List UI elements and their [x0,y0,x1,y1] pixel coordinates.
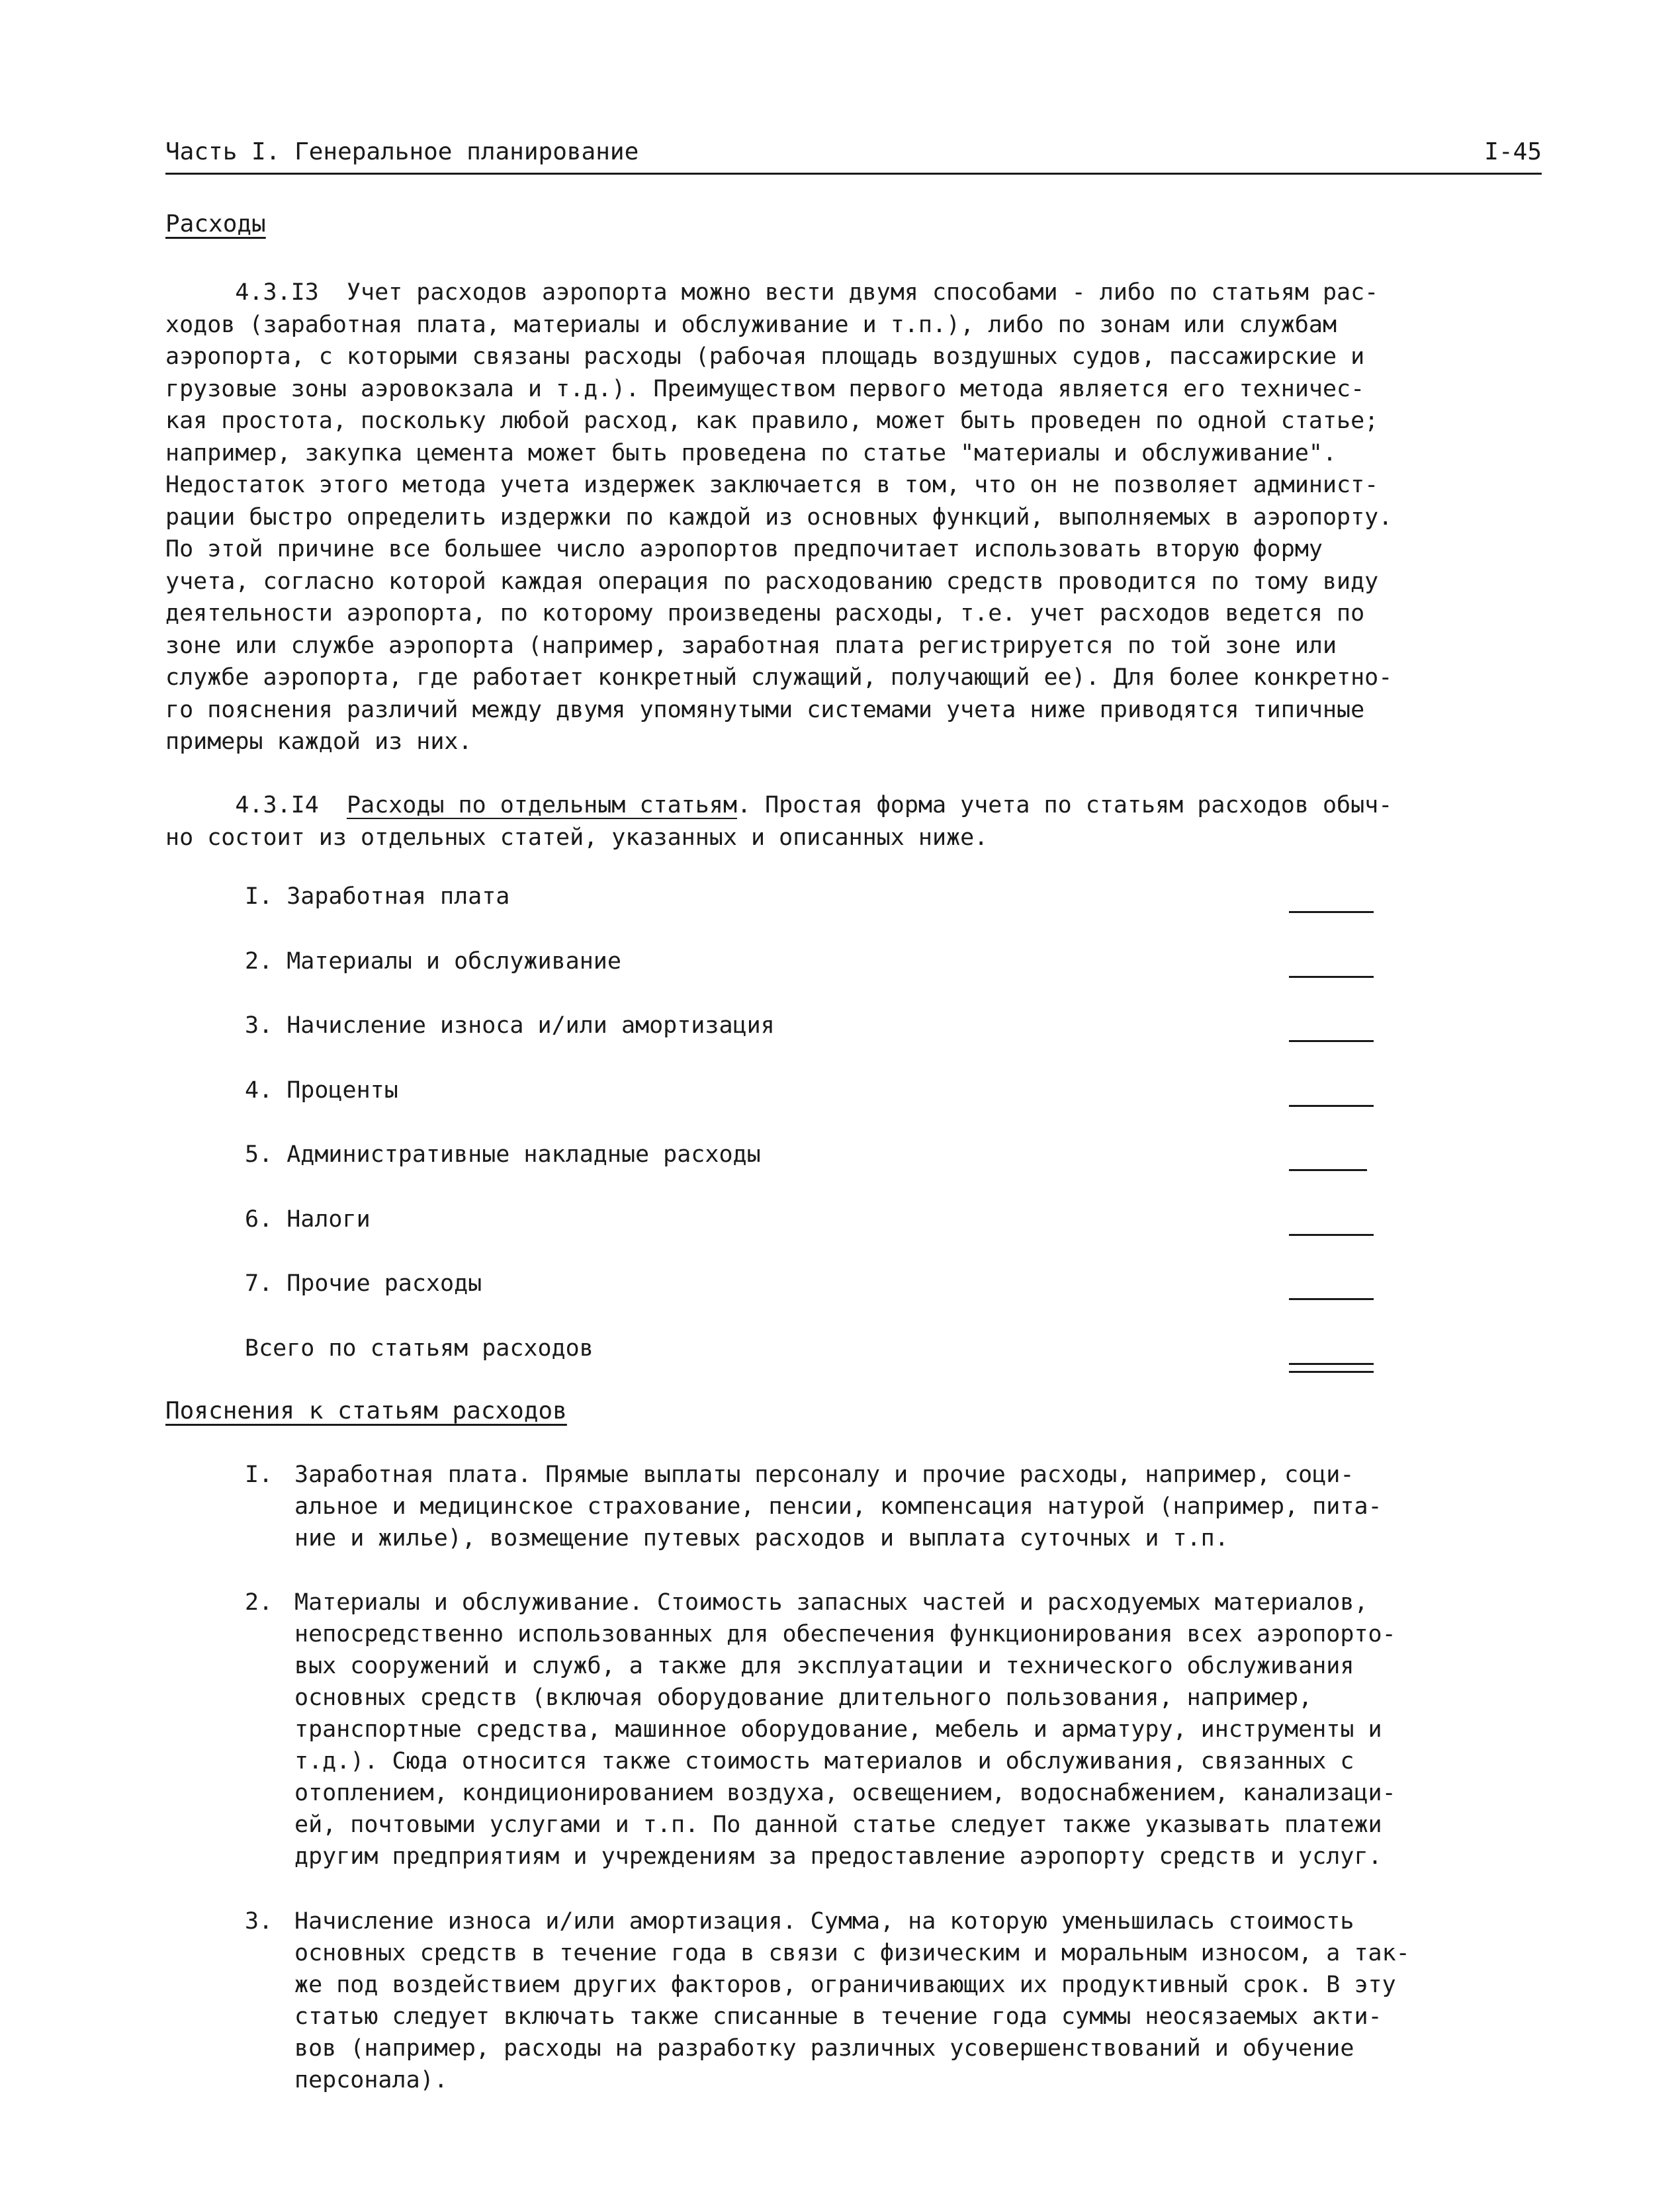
blank-line [1289,976,1374,978]
explanation-text [294,1905,1588,2096]
text-line: но состоит из отдельных статей, указанных и описанных ниже. [165,824,989,851]
underlined-term: Расходы по отдельным статьям [346,792,737,818]
text-line: Заработная плата. Прямые выплаты персоналу и прочие расходы, например, соци- [294,1462,1354,1488]
list-item [245,948,1383,1013]
explanation-item [245,1587,1588,1872]
text-fragment: . Простая форма учета по статьям расходов обыч- [736,792,1393,818]
text-line: т.д.). Сюда относится также стоимость материалов и обслуживания, связанных с [294,1748,1354,1774]
list-item [245,1206,1383,1271]
text-line: рации быстро определить издержки по каждой из основных функций, выполняемых в аэропорту. [165,503,1393,531]
text-line: 4.3.I3 Учет расходов аэропорта можно вести двумя способами - либо по статьям рас- [165,279,1379,306]
text-line: ходов (заработная плата, материалы и обслуживание и т.п.), либо по зонам или службам [165,311,1337,338]
text-line: например, закупка цемента может быть проведена по статье "материалы и обслуживание". [165,439,1337,466]
list-item [245,1077,1383,1142]
text-line: статью следует включать также списанные в течение года суммы неосязаемых акти- [294,2003,1382,2030]
blank-line [1289,1169,1367,1171]
text-line: го пояснения различий между двумя упомянутыми системами учета ниже приводятся типичные [165,696,1365,723]
text-line: вов (например, расходы на разработку различных усовершенствований и обучение [294,2035,1354,2062]
text-line: зоне или службе аэропорта (например, заработная плата регистрируется по той зоне или [165,632,1337,659]
explanation-item [245,1459,1588,1554]
total-row [245,1335,1383,1400]
list-item [245,883,1383,948]
text-line: ние и жилье), возмещение путевых расходов и выплата суточных и т.п. [294,1525,1229,1552]
item-label: 3. Начисление износа и/или амортизация [245,1012,775,1039]
text-line: персонала). [294,2067,448,2093]
text-line: основных средств (включая оборудование длительного пользования, например, [294,1685,1313,1711]
text-line: основных средств в течение года в связи с физическим и моральным износом, а так- [294,1940,1410,1966]
text-line: отоплением, кондиционированием воздуха, освещением, водоснабжением, канализаци- [294,1780,1396,1806]
text-line: По этой причине все большее число аэропортов предпочитает использовать вторую форму [165,536,1323,562]
item-label: I. Заработная плата [245,883,510,910]
blank-line [1289,1040,1374,1042]
item-label: 7. Прочие расходы [245,1270,482,1297]
paragraph-4-3-14 [165,789,1575,853]
blank-line [1289,1234,1374,1236]
text-line: службе аэропорта, где работает конкретный служащий, получающий ее). Для более конкретно- [165,664,1393,691]
paragraph-4-3-13 [165,277,1575,758]
list-item [245,1012,1383,1077]
text-line: транспортные средства, машинное оборудование, мебель и арматуру, инструменты и [294,1716,1382,1743]
explanation-text [294,1459,1588,1554]
item-label: 4. Проценты [245,1076,398,1104]
section-title: Расходы [165,210,266,238]
header-title: Часть I. Генеральное планирование [165,138,639,165]
blank-line [1289,911,1374,913]
blank-line [1289,1105,1374,1107]
item-label: 6. Налоги [245,1205,371,1233]
item-label: 2. Материалы и обслуживание [245,947,621,975]
explanation-item [245,1905,1588,2096]
item-number: I. [245,1462,273,1488]
text-line: непосредственно использованных для обеспечения функционирования всех аэропорто- [294,1621,1396,1647]
explanations-title: Пояснения к статьям расходов [165,1397,567,1424]
text-line: грузовые зоны аэровокзала и т.д.). Преимуществом первого метода является его техничес- [165,375,1365,402]
expense-items-list [245,883,1383,1399]
text-line: ей, почтовыми услугами и т.п. По данной статье следует также указывать платежи [294,1812,1382,1838]
page-header [165,136,1542,175]
text-line: другим предприятиям и учреждениям за предоставление аэропорту средств и услуг. [294,1843,1382,1870]
text-line: кая простота, поскольку любой расход, как правило, может быть проведен по одной статье; [165,408,1379,434]
list-item [245,1141,1383,1206]
text-line: учета, согласно которой каждая операция по расходованию средств проводится по тому виду [165,568,1379,595]
paragraph-number: 4.3.I4 [165,792,347,818]
item-number: 2. [245,1589,273,1616]
text-line: вых сооружений и служб, а также для эксплуатации и технического обслуживания [294,1653,1354,1679]
text-line: Материалы и обслуживание. Стоимость запасных частей и расходуемых материалов, [294,1589,1368,1616]
explanation-text [294,1587,1588,1872]
text-line: Начисление износа и/или амортизация. Сумма, на которую уменьшилась стоимость [294,1908,1354,1935]
page-number: I-45 [1484,138,1542,165]
text-line: же под воздействием других факторов, ограничивающих их продуктивный срок. В эту [294,1972,1396,1998]
text-line [165,789,1575,822]
text-line: деятельности аэропорта, по которому произведены расходы, т.е. учет расходов ведется по [165,600,1365,627]
text-line: аэропорта, с которыми связаны расходы (рабочая площадь воздушных судов, пассажирские и [165,343,1365,370]
text-line: примеры каждой из них. [165,728,472,755]
text-line: Недостаток этого метода учета издержек заключается в том, что он не позволяет админист- [165,472,1379,498]
list-item [245,1270,1383,1335]
item-number: 3. [245,1908,273,1935]
item-label: 5. Административные накладные расходы [245,1141,761,1168]
total-label: Всего по статьям расходов [245,1335,594,1362]
double-blank-line [1289,1363,1374,1373]
blank-line [1289,1298,1374,1300]
text-line: альное и медицинское страхование, пенсии, компенсация натурой (например, пита- [294,1493,1382,1520]
